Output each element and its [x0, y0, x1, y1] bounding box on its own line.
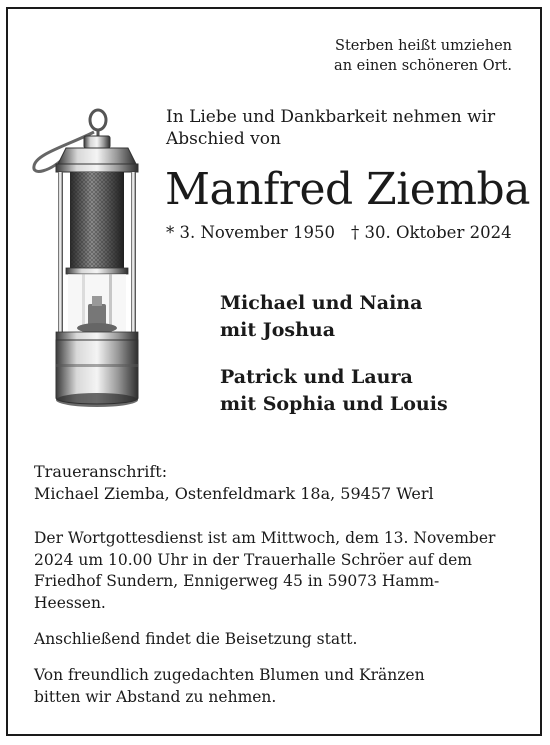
mourners-group-1 — [220, 290, 422, 344]
motto-line-1: Sterben heißt umziehen — [335, 38, 512, 54]
service-line: Friedhof Sundern, Ennigerweg 45 in 59073 Hamm- — [34, 572, 440, 590]
flowers-request — [34, 665, 425, 708]
motto-quote — [334, 36, 512, 76]
miners-lamp-icon — [26, 106, 166, 416]
flowers-line: Von freundlich zugedachten Blumen und Kränzen — [34, 666, 425, 684]
address-label: Traueranschrift: — [34, 462, 168, 481]
burial-info — [34, 629, 357, 651]
life-dates — [166, 222, 512, 244]
motto-line-2: an einen schöneren Ort. — [334, 58, 512, 74]
mourner-line: Patrick und Laura — [220, 366, 413, 388]
mourner-line: mit Joshua — [220, 319, 336, 341]
mourners-group-2 — [220, 364, 448, 418]
service-line: Der Wortgottesdienst ist am Mittwoch, dem 13. November — [34, 529, 496, 547]
flowers-line: bitten wir Abstand zu nehmen. — [34, 687, 277, 706]
service-line: Heessen. — [34, 593, 106, 612]
birth-date: * 3. November 1950 — [166, 223, 336, 242]
intro-text — [166, 106, 495, 150]
intro-line-2: Abschied von — [166, 129, 281, 149]
service-line: 2024 um 10.00 Uhr in der Trauerhalle Schröer auf dem — [34, 550, 472, 569]
burial-line: Anschließend findet die Beisetzung statt. — [34, 630, 358, 648]
mourning-address — [34, 461, 434, 505]
mourner-line: mit Sophia und Louis — [220, 393, 448, 415]
intro-line-1: In Liebe und Dankbarkeit nehmen wir — [166, 107, 496, 127]
mourner-line: Michael und Naina — [220, 292, 423, 314]
deceased-name: Manfred Ziemba — [165, 164, 530, 215]
service-info — [34, 528, 495, 614]
address-value: Michael Ziemba, Ostenfeldmark 18a, 59457 Werl — [34, 484, 434, 503]
death-date: † 30. Oktober 2024 — [351, 223, 512, 242]
